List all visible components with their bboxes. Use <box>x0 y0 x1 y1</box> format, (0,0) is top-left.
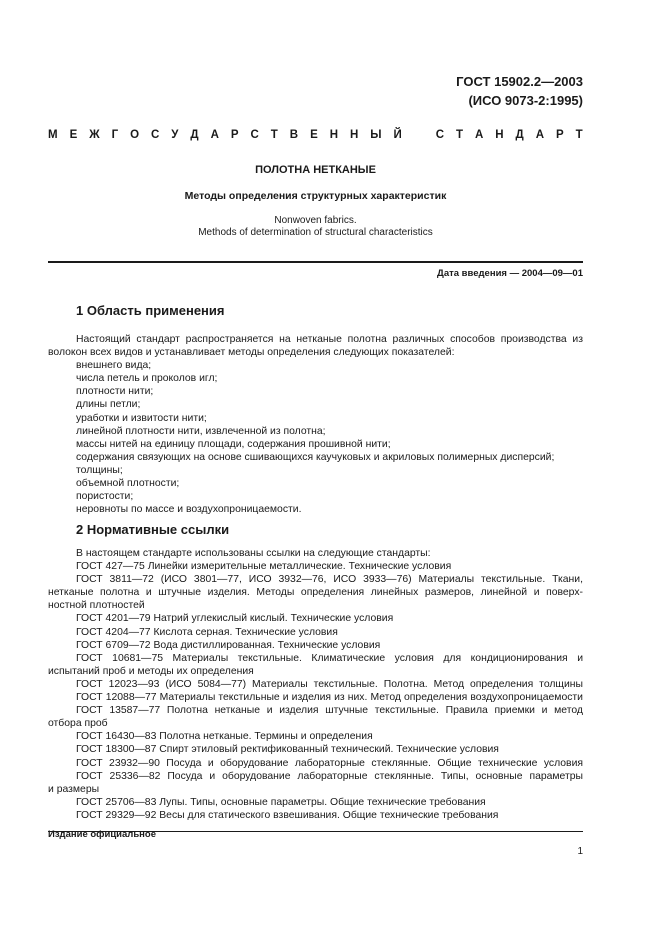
text-line: неровноты по массе и воздухопроницаемости. <box>76 504 302 516</box>
standard-type-letter: Н <box>349 129 359 141</box>
text-line: ГОСТ 23932—90 Посуда и оборудование лабораторные стеклянные. Общие технические условия <box>76 757 583 769</box>
english-title-line-2: Methods of determination of structural characteristics <box>198 227 433 238</box>
standard-type-letter: У <box>171 129 179 141</box>
standard-type-letter: А <box>210 129 219 141</box>
standard-type-letter: Д <box>190 129 199 141</box>
text-line: В настоящем стандарте использованы ссылки на следующие стандарты: <box>76 548 431 559</box>
text-line: ГОСТ 16430—83 Полотна нетканые. Термины и определения <box>76 731 373 743</box>
edition-label: Издание официальное <box>48 829 156 840</box>
standard-type-letter: О <box>130 129 140 141</box>
text-line: ГОСТ 25706—83 Лупы. Типы, основные параметры. Общие технические требования <box>76 796 486 808</box>
text-line: ГОСТ 6709—72 Вода дистиллированная. Технические условия <box>76 639 381 651</box>
text-line: содержания связующих на основе сшивающихся каучуковых и акриловых полимерных дисперсий; <box>76 451 555 463</box>
text-line: числа петель и проколов игл; <box>76 373 218 385</box>
text-line: ностной плотностей <box>48 600 145 612</box>
text-line: и размеры <box>48 783 100 795</box>
text-line: отбора проб <box>48 718 108 730</box>
text-line: пористости; <box>76 491 134 503</box>
standard-type-letter: Й <box>393 129 402 141</box>
standard-type-letter: Т <box>575 129 583 141</box>
text-line: ГОСТ 12023—93 (ИСО 5084—77) Материалы текстильные. Полотна. Метод определения толщины <box>76 678 583 690</box>
standard-type-letter: Т <box>455 129 464 141</box>
text-line: нетканые полотна и штучные изделия. Методы определения линейных размеров, линейной и поверх- <box>48 587 583 599</box>
standard-type-letter: Д <box>515 129 524 141</box>
standard-type-letter: Е <box>310 129 318 141</box>
standard-type-letter: С <box>250 129 259 141</box>
text-line: ГОСТ 3811—72 (ИСО 3801—77, ИСО 3932—76, ИСО 3933—76) Материалы текстильные. Ткани, <box>76 574 583 586</box>
standard-type-letter: Г <box>111 129 119 141</box>
text-line: ГОСТ 25336—82 Посуда и оборудование лабораторные стеклянные. Типы, основные параметры <box>76 770 583 782</box>
standard-type-letter: А <box>535 129 545 141</box>
standard-type-letter: Е <box>69 129 78 141</box>
standard-type-letter: М <box>48 129 58 141</box>
standard-type-letter: В <box>289 129 299 141</box>
text-line: волокон всех видов и устанавливает методы определения следующих показателей: <box>48 347 455 359</box>
text-line: ГОСТ 427—75 Линейки измерительные металлические. Технические условия <box>76 561 452 573</box>
text-line: ГОСТ 13587—77 Полотна нетканые и изделия штучные текстильные. Правила приемки и метод <box>76 705 583 717</box>
text-line: ГОСТ 29329—92 Весы для статического взвешивания. Общие технические требования <box>76 809 499 821</box>
section-2-heading: 2 Нормативные ссылки <box>76 522 230 537</box>
english-title-line-1: Nonwoven fabrics. <box>274 215 357 226</box>
document-title: ПОЛОТНА НЕТКАНЫЕ <box>255 164 376 176</box>
standard-type-letter: С <box>151 129 160 141</box>
text-line: ГОСТ 4201—79 Натрий углекислый кислый. Технические условия <box>76 613 394 625</box>
document-subtitle: Методы определения структурных характеристик <box>184 190 447 202</box>
standard-type-letter: Н <box>495 129 504 141</box>
standard-designation: ГОСТ 15902.2—2003 <box>456 74 583 89</box>
standard-type-letter: С <box>435 129 445 141</box>
text-line: уработки и извитости нити; <box>76 412 207 424</box>
standard-type-letter: Р <box>230 129 239 141</box>
text-line: толщины; <box>76 464 123 476</box>
word-gap <box>414 129 424 141</box>
standard-type-heading <box>48 129 583 141</box>
standard-type-letter: А <box>474 129 484 141</box>
text-line: массы нитей на единицу площади, содержания прошивной нити; <box>76 438 391 450</box>
text-line: испытаний проб и методы их определения <box>48 665 254 677</box>
text-line: линейной плотности нити, извлеченной из полотна; <box>76 425 326 437</box>
text-line: ГОСТ 12088—77 Материалы текстильные и изделия из них. Метод определения воздухопроницаемости <box>76 692 583 704</box>
standard-type-letter: Н <box>329 129 339 141</box>
header-divider <box>48 261 583 263</box>
text-line: длины петли; <box>76 399 141 411</box>
text-line: Настоящий стандарт распространяется на нетканые полотна различных способов производства из <box>76 334 583 345</box>
section-1-body <box>48 333 583 516</box>
text-line: плотности нити; <box>76 386 154 398</box>
standard-type-letter: Ы <box>370 129 382 141</box>
standard-type-letter: Т <box>270 129 278 141</box>
introduction-date: Дата введения — 2004—09—01 <box>437 268 583 279</box>
iso-equivalent: (ИСО 9073-2:1995) <box>468 93 583 108</box>
section-1-heading: 1 Область применения <box>76 303 225 318</box>
standard-type-letter: Р <box>556 129 564 141</box>
text-line: ГОСТ 18300—87 Спирт этиловый ректификованный технический. Технические условия <box>76 744 499 756</box>
text-line: объемной плотности; <box>76 478 180 490</box>
text-line: внешнего вида; <box>76 360 152 372</box>
standard-type-letter: Ж <box>89 129 100 141</box>
text-line: ГОСТ 10681—75 Материалы текстильные. Климатические условия для кондиционирования и <box>76 652 583 664</box>
page-number: 1 <box>577 846 583 857</box>
section-2-body <box>48 547 583 822</box>
text-line: ГОСТ 4204—77 Кислота серная. Технические условия <box>76 626 338 638</box>
